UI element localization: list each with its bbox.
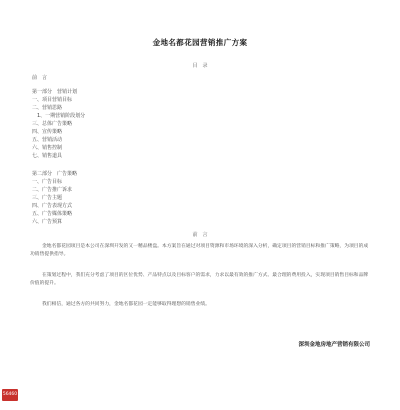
toc-line: 四、宣传策略 xyxy=(32,129,63,135)
toc-line: 六、广告预算 xyxy=(32,219,63,225)
toc-line: 前 言 xyxy=(32,75,48,81)
toc-line: 第二部分 广告策略 xyxy=(32,171,78,177)
toc-line: 一、广告目标 xyxy=(32,179,63,185)
toc-line: 1、一期营销阶段划分 xyxy=(32,113,86,119)
preface-paragraph: 我们相信，通过各方的共同努力，金地名都花园一定能够取得理想的销售业绩。 xyxy=(42,302,210,307)
document-title: 金地名都花园营销推广方案 xyxy=(152,38,248,47)
preface-paragraph: 金地名都花园项目是本公司在深圳开发的又一精品楼盘。本方案旨在通过对项目资源和市场环境的深入分析，确定项目的营销目标和推广策略，为项目的成功销售提供指导。 xyxy=(30,244,369,257)
preface-heading: 前 言 xyxy=(192,232,208,238)
toc-line: 六、销售控制 xyxy=(32,145,63,151)
toc-line: 三、广告主题 xyxy=(32,195,63,201)
toc-line: 五、营销活动 xyxy=(32,137,63,143)
toc-line: 二、营销思路 xyxy=(32,105,63,111)
toc-line: 五、广告媒体策略 xyxy=(32,211,73,217)
company-signature: 深圳金地房地产营销有限公司 xyxy=(298,342,370,348)
toc-line: 二、广告推广诉求 xyxy=(32,187,73,193)
preface-paragraph: 在策划过程中，我们充分考虑了项目的区位优势、产品特点以及目标客户的需求，力求以最有效的推广方式、最合理的费用投入，实现项目销售目标和品牌价值的提升。 xyxy=(30,273,369,286)
toc-heading: 目 录 xyxy=(192,63,208,69)
toc-line: 三、总体广告策略 xyxy=(32,121,73,127)
page-badge: 56460 xyxy=(2,389,18,401)
toc-line: 七、销售道具 xyxy=(32,153,63,159)
toc-line: 一、项目营销目标 xyxy=(32,97,73,103)
toc-line: 第一部分 营销计划 xyxy=(32,89,78,95)
toc-line: 四、广告表现方式 xyxy=(32,203,73,209)
